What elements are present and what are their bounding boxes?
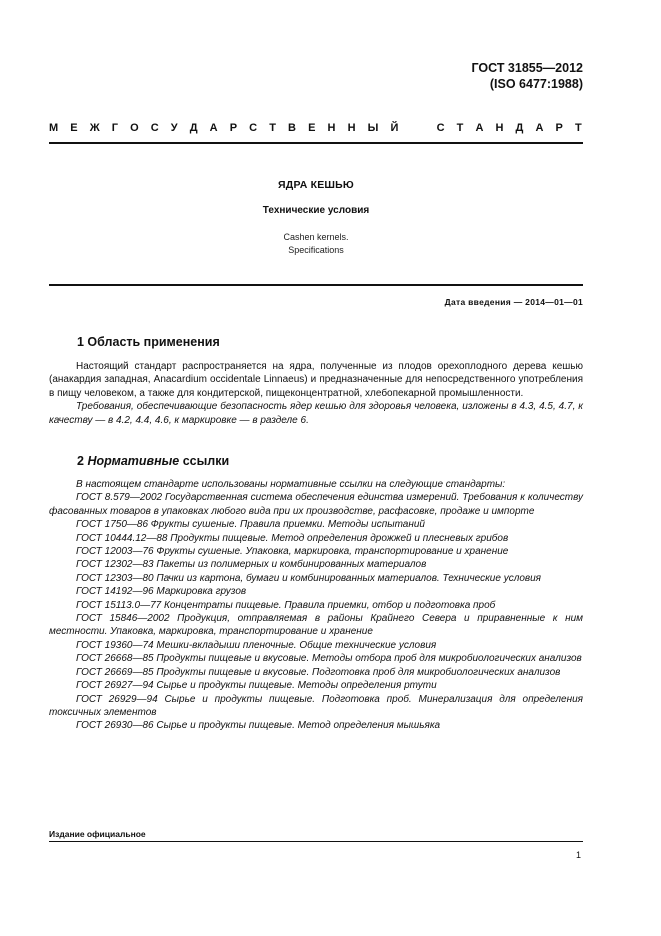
- page-number: 1: [575, 850, 581, 860]
- reference-entry: ГОСТ 14192—96 Маркировка грузов: [76, 586, 247, 598]
- banner-letter: С: [436, 122, 445, 134]
- document-title: ЯДРА КЕШЬЮ: [278, 179, 354, 191]
- reference-entry: ГОСТ 1750—86 Фрукты сушеные. Правила приемки. Методы испытаний: [76, 519, 425, 531]
- banner-letter: Ы: [367, 122, 379, 134]
- iso-number: (ISO 6477:1988): [489, 77, 583, 91]
- reference-entry: ГОСТ 26930—86 Сырье и продукты пищевые. Метод определения мышьяка: [76, 720, 441, 732]
- banner-letter: Д: [515, 122, 524, 134]
- reference-entry: ГОСТ 26929—94 Сырье и продукты пищевые. Подготовка проб. Минерализация для определения токсичных элементов: [49, 693, 583, 718]
- banner-letter: А: [535, 122, 544, 134]
- banner-letter: С: [150, 122, 159, 134]
- banner-letter: Д: [189, 122, 198, 134]
- banner-letter: Н: [347, 122, 356, 134]
- banner-letter: А: [475, 122, 484, 134]
- banner-letter: Е: [70, 122, 78, 134]
- reference-entry: ГОСТ 10444.12—88 Продукты пищевые. Метод определения дрожжей и плесневых грибов: [76, 532, 509, 544]
- banner-letter: М: [49, 122, 59, 134]
- introduction-date: Дата введения — 2014—01—01: [444, 297, 583, 307]
- interstate-standard-banner: [49, 122, 582, 134]
- footer-rule: [49, 841, 583, 842]
- section-2-number: 2: [77, 454, 88, 468]
- section-2-heading-rest: ссылки: [179, 454, 230, 468]
- reference-entry: ГОСТ 26668—85 Продукты пищевые и вкусовые. Методы отбора проб для микробиологических анализов: [76, 653, 582, 665]
- normative-references-list: [49, 478, 583, 733]
- banner-letter: Т: [269, 122, 276, 134]
- reference-entry: ГОСТ 19360—74 Мешки-вкладыши пленочные. Общие технические условия: [76, 639, 437, 651]
- references-intro: В настоящем стандарте использованы нормативные ссылки на следующие стандарты:: [76, 479, 506, 490]
- official-edition-label: Издание официальное: [49, 829, 146, 839]
- banner-letter: Т: [456, 122, 464, 134]
- section-1-body: [49, 360, 583, 427]
- standard-number: ГОСТ 31855—2012: [471, 61, 583, 75]
- reference-entry: ГОСТ 12003—76 Фрукты сушеные. Упаковка, маркировка, транспортирование и хранение: [76, 546, 509, 558]
- banner-letter: А: [209, 122, 218, 134]
- reference-entry: ГОСТ 8.579—2002 Государственная система обеспечения единства измерений. Требования к количеству фасованных товаров в упаковках любого вида при их производстве, расфасовке, продаже и импорте: [49, 492, 583, 517]
- reference-entry: ГОСТ 12303—80 Пачки из картона, бумаги и комбинированных материалов. Технические условия: [76, 572, 542, 584]
- title-rule: [49, 284, 583, 286]
- english-title-block: [49, 231, 583, 257]
- banner-letter: Т: [574, 122, 582, 134]
- header-rule: [49, 142, 583, 144]
- section-1-paragraph-requirements: Требования, обеспечивающие безопасность ядер кешью для здоровья человека, изложены в 4.3, 4.5, 4.7, к качеству — в 4.2, 4.4, 4.6, к маркировке — в разделе 6.: [49, 401, 583, 426]
- banner-letter: [410, 122, 424, 134]
- banner-letter: Ж: [89, 122, 100, 134]
- reference-entry: ГОСТ 12302—83 Пакеты из полимерных и комбинированных материалов: [76, 559, 427, 571]
- banner-letter: Н: [327, 122, 336, 134]
- banner-letter: Р: [229, 122, 238, 134]
- banner-letter: Й: [390, 122, 399, 134]
- banner-letter: О: [130, 122, 139, 134]
- banner-letter: Е: [308, 122, 316, 134]
- reference-entry: ГОСТ 26927—94 Сырье и продукты пищевые. Методы определения ртути: [76, 680, 437, 692]
- banner-letter: Н: [495, 122, 504, 134]
- reference-entry: ГОСТ 26669—85 Продукты пищевые и вкусовые. Подготовка проб для микробиологических анализов: [76, 666, 561, 678]
- english-subtitle: Specifications: [288, 245, 344, 255]
- banner-letter: У: [170, 122, 178, 134]
- document-subtitle: Технические условия: [262, 205, 370, 216]
- reference-entry: ГОСТ 15113.0—77 Концентраты пищевые. Правила приемки, отбор и подготовка проб: [76, 599, 496, 611]
- banner-letter: Г: [111, 122, 118, 134]
- banner-letter: С: [249, 122, 258, 134]
- section-2-heading-italic: Нормативные: [87, 454, 180, 468]
- reference-entry: ГОСТ 15846—2002 Продукция, отправляемая в районы Крайнего Севера и приравненные к ним местности. Упаковка, маркировка, транспортирование и хранение: [49, 613, 583, 638]
- standard-header: [471, 60, 583, 92]
- section-1-paragraph-scope: Настоящий стандарт распространяется на ядра, полученные из плодов орехоплодного дерева кешью (анакардия западная, Anacardium occidentale Linnaeus) и предназначенные для непосредственного употребления в пищу человеком, а также для кондитерской, пищеконцентратной, хлебопекарной промышленности.: [49, 361, 583, 399]
- banner-letter: Р: [555, 122, 563, 134]
- banner-letter: В: [288, 122, 296, 134]
- section-1-heading: 1 Область применения: [77, 335, 220, 349]
- english-title: Cashen kernels.: [283, 232, 349, 242]
- section-2-heading: [77, 454, 229, 468]
